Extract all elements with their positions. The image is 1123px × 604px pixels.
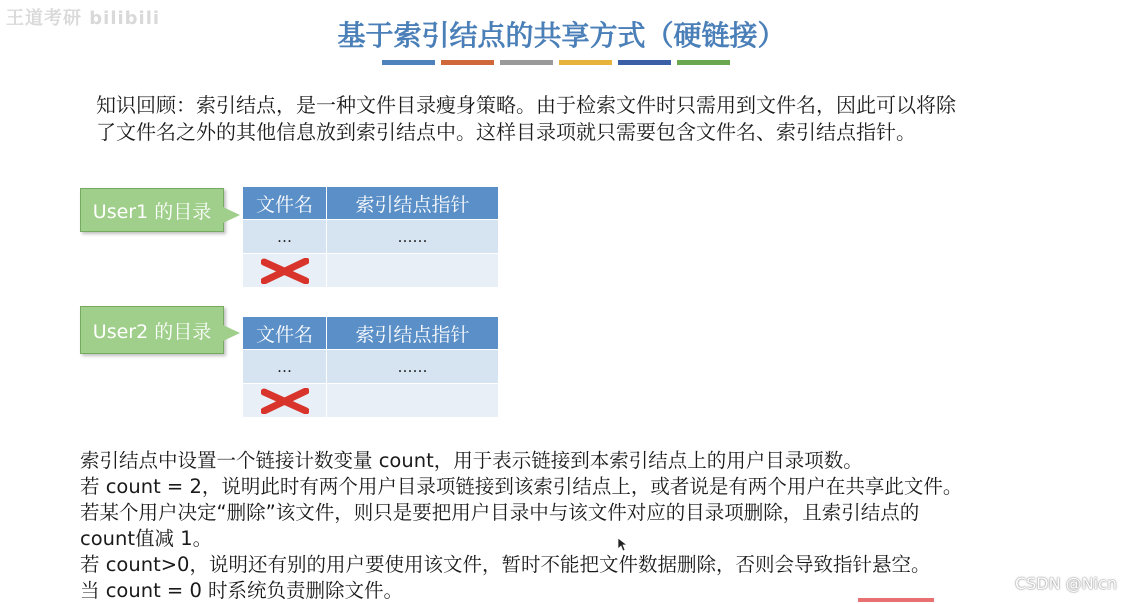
filename-cell: … <box>243 220 327 254</box>
explanation-line: count值减 1。 <box>80 527 213 550</box>
user1-directory-table <box>242 186 499 288</box>
csdn-watermark: CSDN @Nicn <box>1014 574 1117 593</box>
accent-bar <box>382 60 435 65</box>
column-header-inode-pointer: 索引结点指针 <box>327 317 499 350</box>
column-header-filename: 文件名 <box>243 317 327 350</box>
red-underline-fragment <box>858 598 934 602</box>
inode-pointer-cell: …… <box>327 350 499 384</box>
delete-x-icon <box>261 258 309 284</box>
column-header-filename: 文件名 <box>243 187 327 220</box>
explanation-line: 当 count = 0 时系统负责删除文件。 <box>80 579 404 602</box>
explanation-paragraph <box>80 448 1060 604</box>
column-header-inode-pointer: 索引结点指针 <box>327 187 499 220</box>
title-accent-bars <box>382 60 730 65</box>
inode-pointer-cell <box>327 254 499 288</box>
accent-bar <box>441 60 494 65</box>
slide-title: 基于索引结点的共享方式（硬链接） <box>337 19 786 52</box>
table-row <box>243 350 499 384</box>
delete-x-icon <box>261 388 309 414</box>
accent-bar <box>559 60 612 65</box>
inode-pointer-cell: …… <box>327 220 499 254</box>
intro-paragraph <box>96 92 1056 146</box>
table-row <box>243 254 499 288</box>
intro-line: 知识回顾：索引结点，是一种文件目录瘦身策略。由于检索文件时只需用到文件名，因此可以将除 <box>96 93 956 117</box>
table-row <box>243 384 499 418</box>
filename-cell <box>243 384 327 418</box>
user2-directory-table <box>242 316 499 418</box>
bilibili-watermark: 王道考研 bilibili <box>6 8 161 29</box>
filename-cell: … <box>243 350 327 384</box>
mouse-cursor-icon <box>618 538 627 552</box>
explanation-line: 若 count = 2，说明此时有两个用户目录项链接到该索引结点上，或者说是有两个用户在共享此文件。 <box>80 475 963 498</box>
user1-directory-callout: User1 的目录 <box>80 188 224 232</box>
accent-bar <box>677 60 730 65</box>
inode-pointer-cell <box>327 384 499 418</box>
accent-bar <box>500 60 553 65</box>
table-row <box>243 220 499 254</box>
accent-bar <box>618 60 671 65</box>
explanation-line: 索引结点中设置一个链接计数变量 count，用于表示链接到本索引结点上的用户目录项数。 <box>80 449 863 472</box>
filename-cell <box>243 254 327 288</box>
explanation-line: 若 count>0，说明还有别的用户要使用该文件，暂时不能把文件数据删除，否则会导致指针悬空。 <box>80 553 931 576</box>
user2-directory-callout: User2 的目录 <box>80 306 224 354</box>
intro-line: 了文件名之外的其他信息放到索引结点中。这样目录项就只需要包含文件名、索引结点指针。 <box>96 120 916 144</box>
explanation-line: 若某个用户决定“删除”该文件，则只是要把用户目录中与该文件对应的目录项删除，且索引结点的 <box>80 501 920 524</box>
